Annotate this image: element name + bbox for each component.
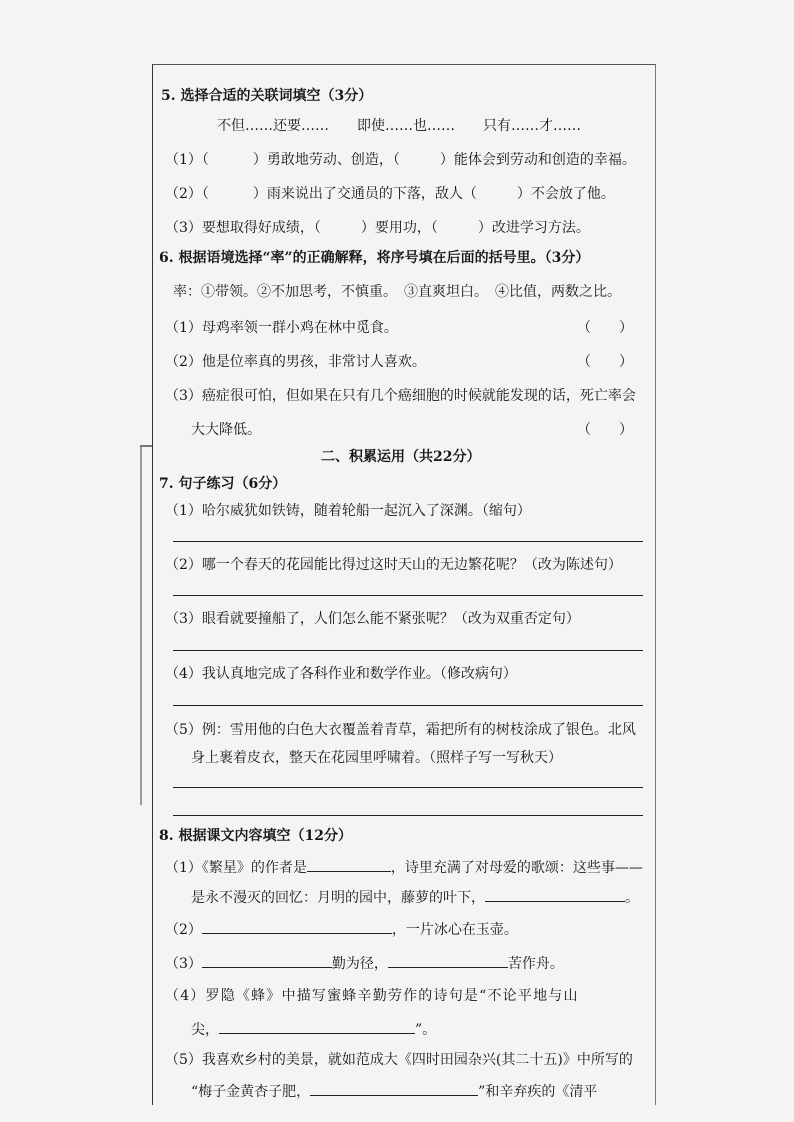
- q8-line-1: （1）《繁星》的作者是 ，诗里充满了对母爱的歌颂：这些事——: [165, 857, 643, 877]
- q7-item-5: （5）例：雪用他的白色大衣覆盖着青草，霜把所有的树枝涂成了银色。北风: [165, 722, 636, 738]
- q7-answer-line-5a[interactable]: [173, 787, 643, 788]
- scan-smudge: [140, 445, 152, 447]
- q8-line-3: （2） ，一片冰心在玉壶。: [165, 919, 518, 939]
- q8-line-4: （3） 勤为径， 苦作舟。: [165, 953, 564, 973]
- q8-title: 8. 根据课文内容填空（12分）: [159, 828, 352, 844]
- q6-answer-paren-3[interactable]: （ ）: [577, 422, 633, 438]
- q7-answer-line-4[interactable]: [173, 705, 643, 706]
- q8-blank-poem-3a[interactable]: [202, 953, 332, 968]
- q8-blank-author[interactable]: [307, 857, 391, 872]
- q8-blank-poem-3b[interactable]: [388, 953, 508, 968]
- q8-line-2: 是永不漫灭的回忆：月明的园中，藤萝的叶下， 。: [191, 887, 639, 907]
- q6-definitions: 率：①带领。②不加思考，不慎重。 ③直爽坦白。 ④比值，两数之比。: [173, 284, 621, 300]
- q5-item-2: （2）（ ）雨来说出了交通员的下落，敌人（ ）不会放了他。: [165, 186, 615, 202]
- q5-options: 不但……还要…… 即使……也…… 只有……才……: [217, 118, 581, 134]
- q8-blank-tianyuan[interactable]: [310, 1081, 478, 1096]
- q7-answer-line-2[interactable]: [173, 595, 643, 596]
- q7-answer-line-1[interactable]: [173, 541, 643, 542]
- q7-item-5-cont: 身上裹着皮衣，整天在花园里呼啸着。（照样子写一写秋天）: [191, 750, 562, 766]
- q6-title: 6. 根据语境选择“率”的正确解释，将序号填在后面的括号里。（3分）: [159, 250, 590, 266]
- q5-title: 5. 选择合适的关联词填空（3分）: [161, 88, 373, 104]
- q6-item-3-cont: 大大降低。: [191, 422, 261, 438]
- q6-answer-paren-1[interactable]: （ ）: [577, 320, 633, 336]
- q6-item-2: （2）他是位率真的男孩，非常讨人喜欢。: [165, 354, 426, 370]
- q6-answer-paren-2[interactable]: （ ）: [577, 354, 633, 370]
- section-2-title: 二、积累运用（共22分）: [321, 449, 481, 465]
- q7-item-1: （1）哈尔威犹如铁铸，随着轮船一起沉入了深渊。（缩句）: [165, 503, 531, 519]
- q7-answer-line-5b[interactable]: [173, 815, 643, 816]
- q7-item-3: （3）眼看就要撞船了，人们怎么能不紧张呢？（改为双重否定句）: [165, 611, 580, 627]
- q7-item-4: （4）我认真地完成了各科作业和数学作业。（修改病句）: [165, 666, 517, 682]
- q7-item-2: （2）哪一个春天的花园能比得过这时天山的无边繁花呢？（改为陈述句）: [165, 557, 622, 573]
- q8-blank-bee[interactable]: [219, 1019, 415, 1034]
- q5-item-1: （1）（ ）勇敢地劳动、创造，（ ）能体会到劳动和创造的幸福。: [165, 152, 636, 168]
- q5-item-3: （3）要想取得好成绩，（ ）要用功，（ ）改进学习方法。: [165, 220, 590, 236]
- scan-smudge: [140, 445, 142, 805]
- exam-page: [152, 64, 656, 1105]
- q6-item-3: （3）癌症很可怕，但如果在只有几个癌细胞的时候就能发现的话，死亡率会: [165, 388, 636, 404]
- q8-blank-poem-2[interactable]: [202, 919, 392, 934]
- q8-blank-fanxing[interactable]: [485, 887, 625, 902]
- q8-line-8: “梅子金黄杏子肥， ”和辛弃疾的《清平: [191, 1081, 597, 1101]
- q8-line-5: （4）罗隐《蜂》中描写蜜蜂辛勤劳作的诗句是“不论平地与山: [165, 988, 579, 1004]
- q7-answer-line-3[interactable]: [173, 650, 643, 651]
- q6-item-1: （1）母鸡率领一群小鸡在林中觅食。: [165, 320, 398, 336]
- q7-title: 7. 句子练习（6分）: [159, 476, 287, 492]
- q8-line-6: 尖， ”。: [191, 1019, 436, 1039]
- q8-line-7: （5）我喜欢乡村的美景，就如范成大《四时田园杂兴(其二十五)》中所写的: [165, 1052, 633, 1068]
